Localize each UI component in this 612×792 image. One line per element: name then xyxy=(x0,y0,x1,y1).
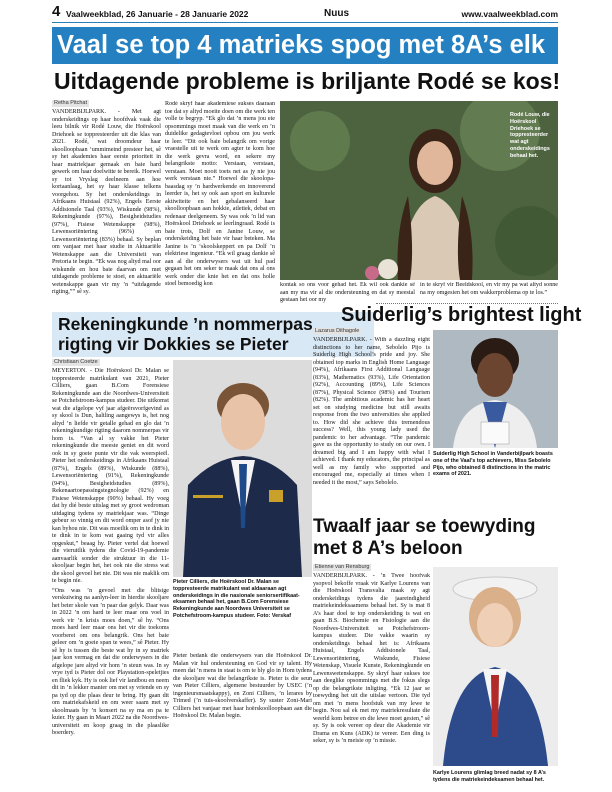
rode-photo-caption: Rodé Louw, die Hoërskool Driehoek se toppresteerder wat agt onderskeidings behaal het. xyxy=(510,112,550,159)
pieter-text-1: MEYERTON. - Die Hoërskool Dr. Malan se toppresteerde matrikulant van 2021, Pieter Cilliers, gaan B.Com Forensiese Rekeningkunde aan die Noordwes-Universiteit se Potchefstroom-kampus studeer. Die uitkomst wat die afgelope vyf jaar afgeërsvorfgevind as sy skool is Dun, haltling aangewys is, het nog altyd ’n liefde vir getalle gehad en glo dat ’n rekeningkundige rigting daarom nommerpas vir hom is. “Van al sy vakke het Pieter rekeningkunde die meeste geniet en dit word ook in sy goeie punte vir die vak weerspieël. Pieter het onderskeidings in Afrikaans Huistaal (87%), Engels (89%), Wiskunde (88%), Lewensoriëntering (91%), Rekeningkunde (94%), Besigheidstudies (89%), Rekenaartoepassingstegnologie (92%) en Fisiese Wetenskappe (90%) behaal. Hy voeg dat hy dié beste uitslag met sy groot wedroman uitdaging tydens sy matriekjaar was. “Dinge gebeur so vinnig en dit word omper asof jy nie kan byhou nie. Dit was moeilik om in te dink in te dink in te kom wat gaaing tyd vir alles opgeskut,” beaag hy. Pieter vertel dat hoewel die vieruitlik tydens die Covid-19-pandemie aanvaarlik sonder die struktuur in die 11-skooljaar begin het, het ook nie die stress wat die skool gevoel het nie. Dit was nie maklik om te begin nie. xyxy=(52,368,169,584)
main-banner xyxy=(52,27,558,64)
karlye-photo xyxy=(433,567,558,766)
karlye-photo-caption: Karlye Lourens glimlag breed nadat sy 8 A’s tydens die matriekeindeksamen behaal het. xyxy=(433,770,546,783)
karlye-headline-line2: met 8 A’s beloon xyxy=(313,538,463,559)
pieter-column-3 xyxy=(173,653,312,790)
rode-text-4: in te skryf vir Beeldskool, en vir my pa wat altyd sonne na my omgesien het om wakkerproblema op te los.” xyxy=(420,282,558,296)
sebolelo-portrait-icon xyxy=(433,330,558,448)
issue-date: Vaalweekblad, 26 Januarie - 28 Januarie 2022 xyxy=(66,9,249,19)
rode-text-1: VANDERBIJLPARK. - Met agt onderskeidings op haar hoofdvak vaak die leeu bilnik vir Rodé Louw, die Hoërskool Driehoek se toppresteerder uit die klas van 2021. Rodé, wat droomdeur haar skoolloopbaan ‘ummimeind presteer het, sê sy het akademies haar eerste prioriteit in haar matriekjaar gemaak en baie hard gewerk om haar doelwitte te bereik. Hoewel sy tot Vryslag deelneem aan hoe kortaanlaag, het sy haar klasse telkens voorgehou. Sy het onderskeidings in Afrikaans Huistaal (92%), Engels Eerste Addisionele Taal (93%), Wiskunde (98%), Rekeningkunde (97%), Besigheidstudies (97%), Fisiese Wetenskappe (98%), Lewensoriëntering (96%) en Lewensoriëntering (83%) behaal. Sy beplan om vanjaar met haar studie in Aktuariële Wetenskappe aan die Universiteit van Pretoria te begin. “Ek was nog altyd mal oor wiskunde en hou baie daarvan om met uitdagende probleme te stoei, en aktuariële wetenskappe gaan vir my ’n “uitdagende rigting,”” sê sy. xyxy=(52,109,161,295)
rode-text-2: Rodé skryf haar akademiese sukses daaraan toe dat sy altyd moeite doen om die werk ten volle te begryp. “Ek glo dat ’n mens jou eie opsommings moet maak van die werk en ’n duidelike gedagtevloei opbou om jou werk te leer. “Dit ook baie belangrik om vorige vraestelle uit te werk om agter te kom hoe die werk gevra word, en sekere my belangrikste motto: Verstaan, verstaan, verstaan. Moet nooit toets net as jy nie jou werk verstaan nie.” Hoewel die skoolopa-baasdag sy ’n hardwerkende en innoverend leerder is, het sy ook aan sport en kulturele aktiwiteite en het gebalanseerd haar skoolloopbaan aan hokkie, atletiek, debat en redenaar deelgeneem. Sy was ook ’n lid van Hoërskool Driehoek se leerlingraad. Rodé is baie trots, Dolf en Janine Louw, se onderskeiding het baie vir haar beteken. Ma Janine is ’n ‘skoolskeppert en pa Dolf ’n elektriese ingenieur. “Ek wil graag dankie sê aan al die onderwysers wat uit hul pad gegaan het om seker te maak dat ons al ons werk onder die knie het en dat ons holle stoel bemoedig kon xyxy=(165,101,275,287)
pieter-byline: Christiaan Coetze xyxy=(54,359,98,365)
pieter-portrait-icon xyxy=(173,360,312,577)
pieter-photo-caption: Pieter Cilliers, die Hoërskool Dr. Malan se toppresteerde matrikulant wat aldaaraan agt onderskeidings in die nasionale seniorsertifikaat-eksamen behaal het, gaan B.Com Forensiese Rekeningkunde aan Noordwes Universiteit se Potchefstroom-kampus studeer. Foto: Verskaf xyxy=(173,579,300,619)
pieter-headline-line2: rigting vir Dokkies se Pieter xyxy=(58,334,289,354)
rode-byline: Retha Pitchat xyxy=(54,100,88,106)
section-label: Nuus xyxy=(324,8,349,19)
rode-column-2 xyxy=(165,101,275,306)
pieter-column-1 xyxy=(52,368,169,790)
pieter-text-3: Pieter bedank die onderwysers van die Hoërskool Dr. Malan vir hul ondersteuning en God vir sy talent. Hy meen dat ’n mens in staat is om te bly glo in Hom tydens die skooljare wat die belangrikste is. Pieter is die seun van Pieter Cilliers, algemene bestuurder by USEC (’n ingenieursmaatskappy), en Zoni Cilliers, ’n lerares by Trimed (’n tuis-skoolverskaffer). Sy suster Zoni-Mari Cilliers het vanjaar met haar hoërskoolloopbaan aan die Hoërskool Dr. Malan begin. xyxy=(173,653,312,719)
pieter-headline-line1: Rekeningkunde ’n nommerpas xyxy=(58,314,313,334)
rode-column-4 xyxy=(420,282,558,304)
website-link[interactable]: www.vaalweekblad.com xyxy=(461,9,558,19)
karlye-headline-line1: Twaalf jaar se toewyding xyxy=(313,516,536,537)
karlye-byline: Etienne van Rensburg xyxy=(315,564,370,570)
page-number: 4 xyxy=(52,3,61,20)
karlye-column xyxy=(313,573,430,790)
pieter-text-2: “Ons was ’n gevoel met die blitsige verskuiwing na aanlyn-leer in hierdie skooljare het beter skole van ’n paar dae gelyk. Daar was in 2022 ’n om hard te leer maar ons voel in werk vir ’n krisis moes doen,” sê hy. “Ons moes hard leer maar ons het vir die toekoms voorberei om ons belangrik. Ons het baie geleer om ’n goeie span te wees,” sê Pieter. Hy sê hy is tussen die beste wat hy in sy matriek jaar kon vermag en dat die onderwysers in die afgelope jare altyd vir hom ’n steun was. In sy vrye tyd is Pieter dol oor Playstation-speletjies en fliek kyk. Hy is ook lief vir landbou en neem dit in ’n lekker manier om met sy vriende en sy pa tyd op die plaas deur te bring. Hy gaan dit om matriekafskeid en om weer saam met sy skoolmaats by ’n konsert na sy ma en pa te kuier. Hy gaan in Maart 2022 na die Noordwes-universiteit en koop graag in die plaaslike boerdery. xyxy=(52,587,169,736)
rode-column-1 xyxy=(52,109,161,306)
rode-headline: Uitdagende probleme is briljante Rodé se kos! xyxy=(54,68,561,94)
sebolelo-headline: Suiderlig’s brightest light xyxy=(341,304,582,326)
rode-column-3 xyxy=(280,282,415,304)
karlye-text: VANDERBIJLPARK. - ’n Twee hoofvak ysopvol bekoffe vraak vir Karlye Lourens van die Hoërskool Transvalia maak sy agt onderskeidings tydens die jaareindigheid matriekeindeksaamens behaal het. Sy is mat 8 A’s haar doel te top onderskeiding is wat en gaan B.S. Biochemie en Fisiologie aan die Noordwes-Universiteit se Potchefstroom-kampus studeer. Die vakke waarin sy onderskeidings behaal het is: Afrikaans Huistaal, Engels Addisionele Taal, Lewensoriëntering, Wiskunde, Fisiese Wetenskap, Visuele Kunste, Rekeningkunde en Lewenswetenskappe. Sy skryf haar sukses toe aan deeglike opsommings met die fokus slegs op die belangrikste inligting. “Ek 12 jaar se toewyding het uit die uitslae vertoon. Die tyd om met ’n mens hoofstuk van my lewe te begin. Nou sal ek met my matriekresultate die weerld kom betree en die lewe moet gesien,” sê sy. Sy is ook vereer op deur die Akademie vir Drama en Kuns (ADK) te vereer. Een ding is seker, sy is ’n meisie op ’n missie. xyxy=(313,573,430,744)
karlye-portrait-icon xyxy=(433,567,558,766)
sebolelo-photo xyxy=(433,330,558,448)
pieter-photo xyxy=(173,360,312,577)
sebolelo-photo-caption: Suiderlig High School in Vanderbijlpark boasts one of the Vaal’s top achievers, Miss Sebolelo Pijo, who obtained 8 distinctions in the matric exams of 2021. xyxy=(433,451,553,478)
sebolelo-text: VANDERBIJLPARK. - With a dazzling eight distinctions to her name, Sebolelo Pijo is Suiderlig High School’s pride and joy. She obtained top marks in English Home Language (94%), Afrikaans First Additional Language (83%), Mathematics (93%), Life Orientation (92%), Accounting (89%), Life Sciences (87%), Physical Science (98%) and Tourism (82%). The ambitious academic has her heart set on studying medicine but still awaits response from the two universities she applied to. How did she achieve this tremendous success? Well, this young lady used the pandemic to her advantage. “The pandemic gave us the opportunity to study on our own. I dreamed big and I am happy with what I achieved. I thank my educators, the principal as well as my family who supported and encouraged me, especially at times when I needed it the most,” says Sebolelo. xyxy=(313,337,430,486)
sebolelo-byline: Lazarus Dithagole xyxy=(315,328,360,334)
karlye-headline xyxy=(313,516,535,560)
rode-text-3: kontak so ons voor gehad het. Ek wil ook dankie sê aan my ma vir al die ondersteuning en dat sy meestal gestaan het oor my xyxy=(280,282,415,303)
sebolelo-column xyxy=(313,337,430,512)
page-header xyxy=(52,5,558,23)
banner-headline: Vaal se top 4 matrieks spog met 8A’s elk xyxy=(57,31,546,59)
